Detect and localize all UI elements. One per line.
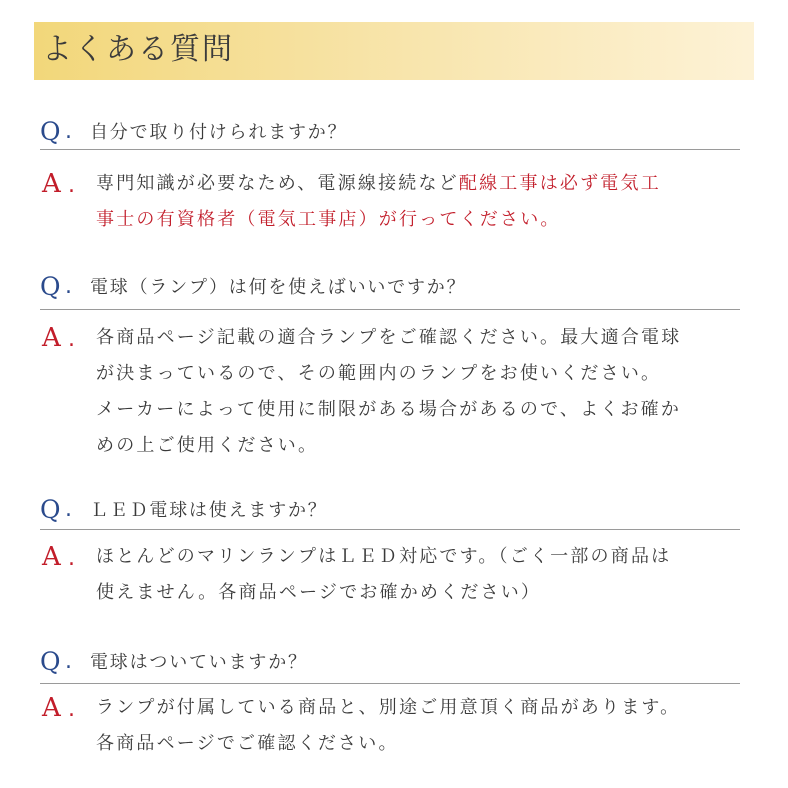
q-dot: . — [65, 274, 72, 299]
answer-line: ほとんどのマリンランプはＬＥＤ対応です。（ごく一部の商品は — [96, 546, 672, 567]
a-dot: . — [68, 697, 75, 722]
a-marker: A — [42, 169, 61, 199]
a-marker: A — [42, 542, 61, 572]
a-dot: . — [68, 173, 75, 198]
question-text: 電球（ランプ）は何を使えばいいですか？ — [90, 277, 467, 298]
faq-answer-3 — [96, 539, 746, 611]
answer-line: めの上ご使用ください。 — [96, 435, 319, 456]
question-divider — [40, 149, 740, 150]
answer-line: ランプが付属している商品と、別途ご用意頂く商品があります。 — [96, 697, 681, 718]
question-text: 自分で取り付けられますか？ — [90, 122, 348, 143]
faq-answer-4 — [96, 690, 746, 762]
answer-text: 専門知識が必要なため、電源線接続など — [96, 173, 459, 194]
a-marker: A — [42, 323, 61, 353]
faq-answer-2 — [96, 320, 746, 464]
q-dot: . — [65, 649, 72, 674]
a-marker: A — [42, 693, 61, 723]
question-divider — [40, 309, 740, 310]
q-marker: Q — [40, 647, 61, 676]
answer-line: 使えません。各商品ページでお確かめください） — [96, 582, 542, 603]
faq-question-2 — [40, 272, 740, 302]
faq-question-4 — [40, 647, 740, 677]
faq-question-3 — [40, 495, 740, 525]
a-dot: . — [68, 327, 75, 352]
q-marker: Q — [40, 495, 61, 524]
faq-answer-1 — [96, 166, 746, 238]
answer-warning-text: 事士の有資格者（電気工事店）が行ってください。 — [96, 209, 561, 230]
answer-line — [96, 202, 746, 238]
q-marker: Q — [40, 272, 61, 301]
faq-header — [34, 22, 754, 80]
faq-question-1 — [40, 117, 740, 147]
answer-warning-text: 配線工事は必ず電気工 — [458, 173, 661, 194]
page-title: よくある質問 — [42, 32, 234, 67]
answer-line: メーカーによって使用に制限がある場合があるので、よくお確か — [96, 399, 682, 420]
question-divider — [40, 683, 740, 684]
question-text: 電球はついていますか？ — [90, 652, 308, 673]
question-text: ＬＥＤ電球は使えますか？ — [90, 500, 328, 521]
q-dot: . — [65, 119, 72, 144]
answer-line: が決まっているので、その範囲内のランプをお使いください。 — [96, 363, 662, 384]
answer-line: 各商品ページ記載の適合ランプをご確認ください。最大適合電球 — [96, 327, 682, 348]
answer-line: 各商品ページでご確認ください。 — [96, 733, 399, 754]
q-dot: . — [65, 497, 72, 522]
question-divider — [40, 529, 740, 530]
answer-line — [96, 166, 746, 202]
q-marker: Q — [40, 117, 61, 146]
a-dot: . — [68, 546, 75, 571]
